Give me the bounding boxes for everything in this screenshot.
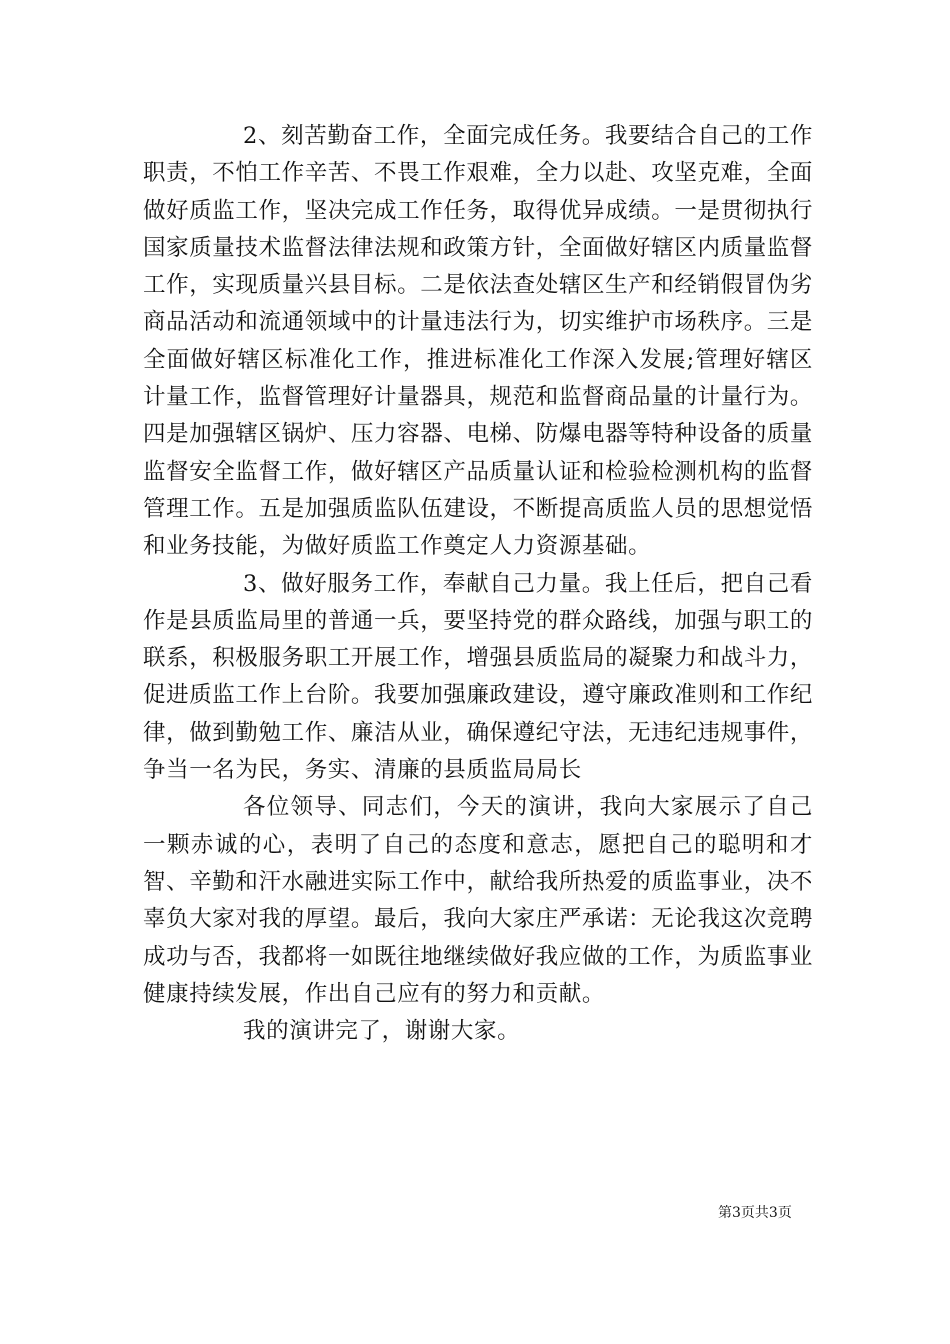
paragraph-closing-statement: 各位领导、同志们，今天的演讲，我向大家展示了自己一颗赤诚的心，表明了自己的态度和意志，愿把自己的聪明和才智、辛勤和汗水融进实际工作中，献给我所热爱的质监事业，决不辜负大家对我的厚望。最后，我向大家庄严承诺：无论我这次竞聘成功与否，我都将一如既往地继续做好我应做的工作，为质监事业健康持续发展，作出自己应有的努力和贡献。 (143, 794, 813, 1007)
paragraph-work-duties: 2、刻苦勤奋工作，全面完成任务。我要结合自己的工作职责，不怕工作辛苦、不畏工作艰难，全力以赴、攻坚克难，全面做好质监工作，坚决完成工作任务，取得优异成绩。一是贯彻执行国家质量技术监督法律法规和政策方针，全面做好辖区内质量监督工作，实现质量兴县目标。二是依法查处辖区生产和经销假冒伪劣商品活动和流通领域中的计量违法行为，切实维护市场秩序。三是全面做好辖区标准化工作，推进标准化工作深入发展;管理好辖区计量工作，监督管理好计量器具，规范和监督商品量的计量行为。四是加强辖区锅炉、压力容器、电梯、防爆电器等特种设备的质量监督安全监督工作，做好辖区产品质量认证和检验检测机构的监督管理工作。五是加强质监队伍建设，不断提高质监人员的思想觉悟和业务技能，为做好质监工作奠定人力资源基础。 (143, 123, 813, 560)
page-number-footer: 第3页共3页 (718, 1205, 792, 1221)
paragraph-service-work: 3、做好服务工作，奉献自己力量。我上任后，把自己看作是县质监局里的普通一兵，要坚持党的群众路线，加强与职工的联系，积极服务职工开展工作，增强县质监局的凝聚力和战斗力，促进质监工作上台阶。我要加强廉政建设，遵守廉政准则和工作纪律，做到勤勉工作、廉洁从业，确保遵纪守法，无违纪违规事件，争当一名为民，务实、清廉的县质监局局长 (143, 570, 813, 784)
paragraph-thanks: 我的演讲完了，谢谢大家。 (243, 1018, 521, 1045)
document-body (143, 118, 813, 1050)
